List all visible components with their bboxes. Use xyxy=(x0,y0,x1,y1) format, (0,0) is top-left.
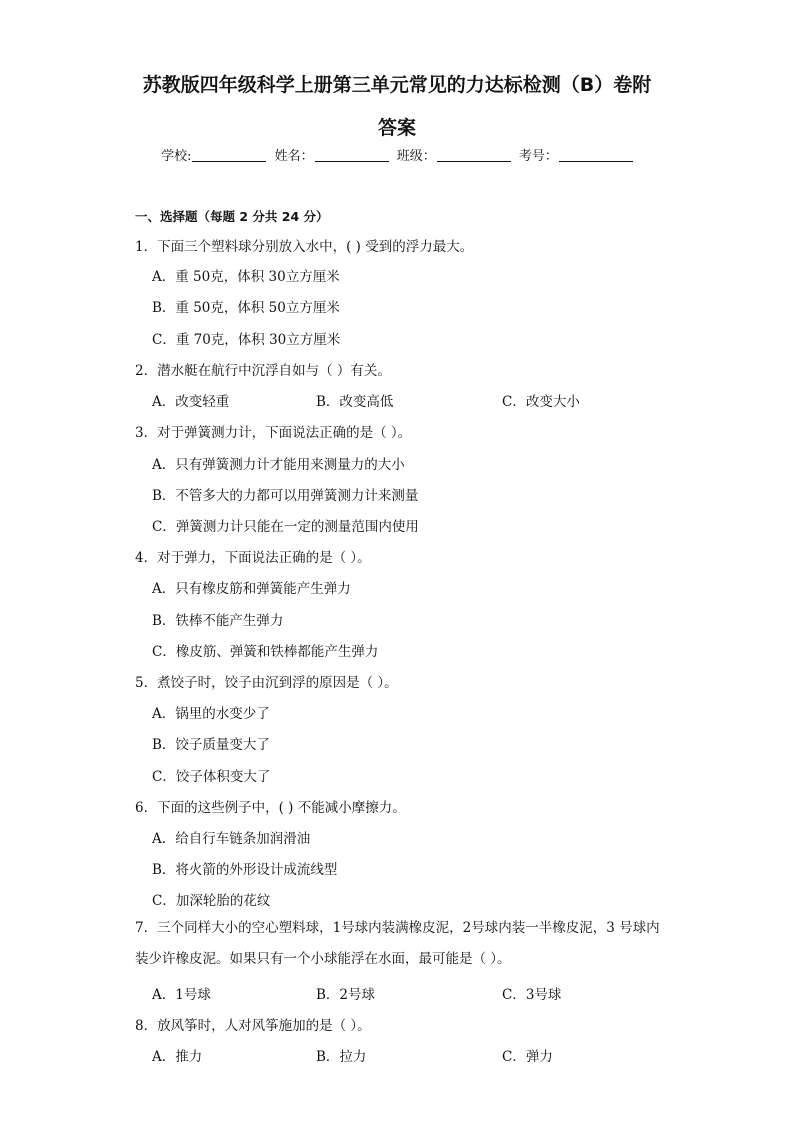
question-1-stem: 1．下面三个塑料球分别放入水中，( ) 受到的浮力最大。 xyxy=(135,239,474,255)
number-label: 考号： xyxy=(518,149,558,164)
question-3-stem: 3．对于弹簧测力计，下面说法正确的是（ ）。 xyxy=(135,425,412,441)
question-2-option-b: B．改变高低 xyxy=(316,394,394,410)
school-blank[interactable] xyxy=(192,148,266,162)
class-field xyxy=(397,145,511,164)
class-blank[interactable] xyxy=(437,148,511,162)
question-7-option-a: A．1号球 xyxy=(152,987,211,1003)
question-6-option-c: C．加深轮胎的花纹 xyxy=(152,893,271,909)
name-field xyxy=(275,145,389,164)
question-4-option-a: A．只有橡皮筋和弹簧能产生弹力 xyxy=(152,581,351,597)
question-7-option-c: C．3号球 xyxy=(502,987,562,1003)
school-field xyxy=(161,145,266,164)
name-label: 姓名： xyxy=(274,149,314,164)
number-blank[interactable] xyxy=(559,148,633,162)
question-4-option-c: C．橡皮筋、弹簧和铁棒都能产生弹力 xyxy=(152,644,379,660)
page-title-line-2: 答案 xyxy=(377,117,416,139)
question-2-option-c: C．改变大小 xyxy=(502,394,580,410)
question-1-option-c: C．重 70克，体积 30立方厘米 xyxy=(152,332,341,348)
question-5-option-a: A．锅里的水变少了 xyxy=(152,706,270,722)
question-5-option-b: B．饺子质量变大了 xyxy=(152,737,270,753)
question-3-option-b: B．不管多大的力都可以用弹簧测力计来测量 xyxy=(152,488,419,504)
question-2-option-a: A．改变轻重 xyxy=(152,394,230,410)
question-3-option-a: A．只有弹簧测力计才能用来测量力的大小 xyxy=(152,457,405,473)
question-2-stem: 2．潜水艇在航行中沉浮自如与（ ）有关。 xyxy=(135,363,391,379)
number-field xyxy=(519,145,633,164)
class-label: 班级： xyxy=(396,149,436,164)
name-blank[interactable] xyxy=(315,148,389,162)
question-8-option-a: A．推力 xyxy=(152,1049,203,1065)
page-title-line-1: 苏教版四年级科学上册第三单元常见的力达标检测（B）卷附 xyxy=(142,74,652,96)
question-5-stem: 5．煮饺子时，饺子由沉到浮的原因是（ ）。 xyxy=(135,675,398,691)
question-8-option-c: C．弹力 xyxy=(502,1049,553,1065)
question-6-option-a: A．给自行车链条加润滑油 xyxy=(152,831,311,847)
school-label: 学校: xyxy=(161,149,192,164)
question-5-option-c: C．饺子体积变大了 xyxy=(152,769,271,785)
question-3-option-c: C．弹簧测力计只能在一定的测量范围内使用 xyxy=(152,519,419,535)
question-4-stem: 4．对于弹力，下面说法正确的是（ ）。 xyxy=(135,550,371,566)
question-7-stem: 7．三个同样大小的空心塑料球，1号球内装满橡皮泥，2号球内装一半橡皮泥，3 号球内装少许橡皮泥。如果只有一个小球能浮在水面，最可能是（ ）。 xyxy=(135,920,660,967)
question-8-stem: 8．放风筝时，人对风筝施加的是（ ）。 xyxy=(135,1018,371,1034)
question-8-option-b: B．拉力 xyxy=(316,1049,367,1065)
question-7-option-b: B．2号球 xyxy=(316,987,376,1003)
section-title: 一、选择题（每题 2 分共 24 分） xyxy=(135,209,329,224)
student-info-row xyxy=(0,145,794,164)
question-6-option-b: B．将火箭的外形设计成流线型 xyxy=(152,862,338,878)
question-1-option-b: B．重 50克，体积 50立方厘米 xyxy=(152,300,340,316)
question-6-stem: 6．下面的这些例子中，( ) 不能减小摩擦力。 xyxy=(135,800,406,816)
question-1-option-a: A．重 50克，体积 30立方厘米 xyxy=(152,269,340,285)
question-4-option-b: B．铁棒不能产生弹力 xyxy=(152,613,284,629)
